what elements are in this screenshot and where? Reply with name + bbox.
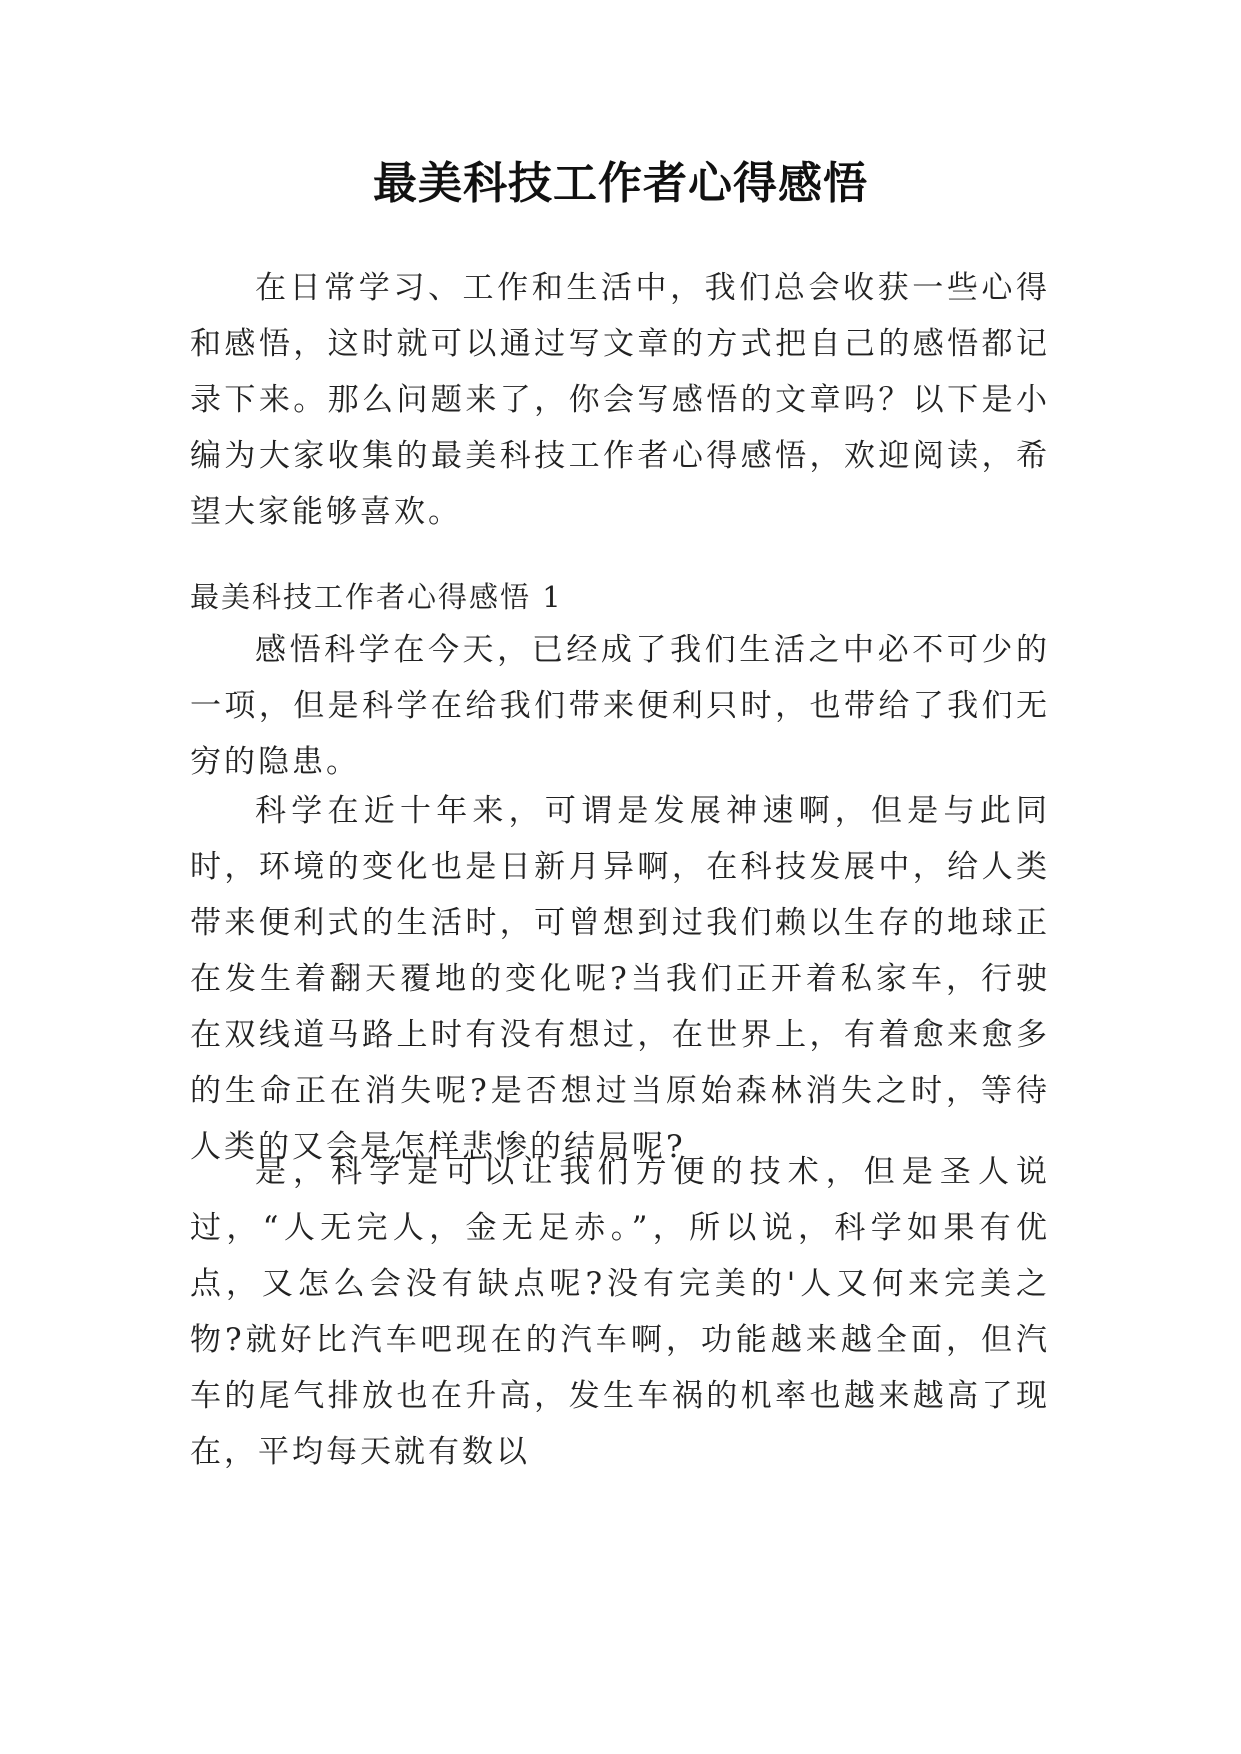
intro-paragraph: 在日常学习、工作和生活中，我们总会收获一些心得和感悟，这时就可以通过写文章的方式把自己的感悟都记录下来。那么问题来了，你会写感悟的文章吗？以下是小编为大家收集的最美科技工作者心得感悟，欢迎阅读，希望大家能够喜欢。 bbox=[190, 270, 1050, 530]
body-paragraph-1: 感悟科学在今天，已经成了我们生活之中必不可少的一项，但是科学在给我们带来便利只时，也带给了我们无穷的隐患。 bbox=[190, 632, 1050, 780]
body-paragraph-2: 科学在近十年来，可谓是发展神速啊，但是与此同时，环境的变化也是日新月异啊，在科技发展中，给人类带来便利式的生活时，可曾想到过我们赖以生存的地球正在发生着翻天覆地的变化呢?当我们正开着私家车，行驶在双线道马路上时有没有想过，在世界上，有着愈来愈多的生命正在消失呢?是否想过当原始森林消失之时，等待人类的又会是怎样悲惨的结局呢? bbox=[190, 793, 1050, 1165]
document-title: 最美科技工作者心得感悟 bbox=[373, 158, 868, 209]
section-heading: 最美科技工作者心得感悟 1 bbox=[190, 580, 563, 614]
body-paragraph-3: 是，科学是可以让我们方便的技术，但是圣人说过，“人无完人，金无足赤。”，所以说，科学如果有优点，又怎么会没有缺点呢?没有完美的'人又何来完美之物?就好比汽车吧现在的汽车啊，功能越来越全面，但汽车的尾气排放也在升高，发生车祸的机率也越来越高了现在，平均每天就有数以 bbox=[190, 1154, 1050, 1470]
